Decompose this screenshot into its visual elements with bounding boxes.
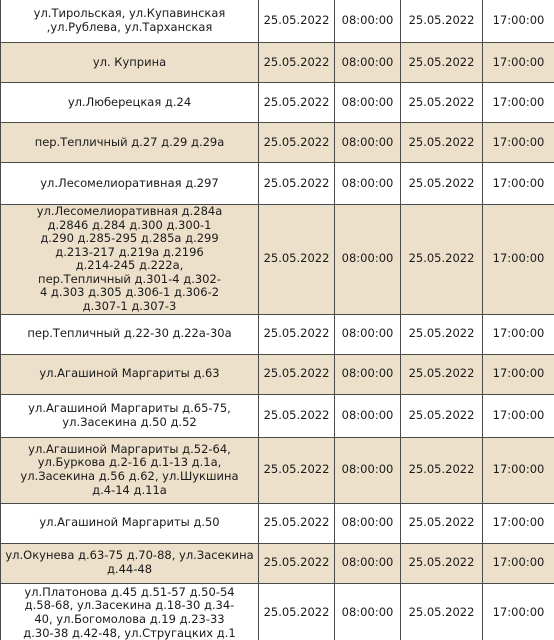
end-date-cell: 25.05.2022 <box>401 543 483 583</box>
start-date-cell: 25.05.2022 <box>259 314 335 354</box>
start-date-cell: 25.05.2022 <box>259 43 335 83</box>
address-cell <box>1 163 259 205</box>
start-date-cell: 25.05.2022 <box>259 503 335 543</box>
start-time-cell: 08:00:00 <box>335 123 401 163</box>
address-cell <box>1 314 259 354</box>
address-cell <box>1 543 259 583</box>
table-row <box>1 503 554 543</box>
start-date-cell: 25.05.2022 <box>259 205 335 315</box>
end-date-cell: 25.05.2022 <box>401 0 483 43</box>
start-time-cell: 08:00:00 <box>335 503 401 543</box>
start-time-cell: 08:00:00 <box>335 543 401 583</box>
table-row <box>1 543 554 583</box>
address-text: ул.Окунева д.63-75 д.70-88, ул.Засекина д.44-48 <box>5 548 254 576</box>
end-date-cell: 25.05.2022 <box>401 314 483 354</box>
address-cell <box>1 43 259 83</box>
start-time-cell: 08:00:00 <box>335 437 401 503</box>
table-row <box>1 583 554 640</box>
start-date-cell: 25.05.2022 <box>259 0 335 43</box>
start-date-cell: 25.05.2022 <box>259 394 335 437</box>
start-time-cell: 08:00:00 <box>335 83 401 123</box>
end-date-cell: 25.05.2022 <box>401 583 483 640</box>
address-cell <box>1 0 259 43</box>
end-date-cell: 25.05.2022 <box>401 83 483 123</box>
end-time-cell: 17:00:00 <box>483 314 554 354</box>
end-date-cell: 25.05.2022 <box>401 123 483 163</box>
table-row <box>1 83 554 123</box>
address-cell <box>1 394 259 437</box>
end-date-cell: 25.05.2022 <box>401 205 483 315</box>
address-cell <box>1 354 259 394</box>
table-row <box>1 123 554 163</box>
end-date-cell: 25.05.2022 <box>401 354 483 394</box>
start-time-cell: 08:00:00 <box>335 205 401 315</box>
end-date-cell: 25.05.2022 <box>401 437 483 503</box>
address-text: ул.Агашиной Маргариты д.63 <box>39 366 220 381</box>
address-text: пер.Тепличный д.27 д.29 д.29а <box>34 134 225 149</box>
start-time-cell: 08:00:00 <box>335 394 401 437</box>
start-date-cell: 25.05.2022 <box>259 543 335 583</box>
address-text: ул.Лесомелиоративная д.284а д.2846 д.284 д.300 д.300-1 д.290 д.285-295 д.285а д.299 д.213-217 д.219а д.2196 д.214-245 д.222а, пер.Тепличный д.301-4 д.302-4 д.303 д.305 д.306-1 д.306-2 д.307-1 д.307-3 <box>36 204 223 313</box>
table-row <box>1 0 554 43</box>
address-cell <box>1 503 259 543</box>
end-time-cell: 17:00:00 <box>483 163 554 205</box>
table-row <box>1 314 554 354</box>
start-date-cell: 25.05.2022 <box>259 123 335 163</box>
start-time-cell: 08:00:00 <box>335 314 401 354</box>
table-row <box>1 437 554 503</box>
end-date-cell: 25.05.2022 <box>401 503 483 543</box>
end-time-cell: 17:00:00 <box>483 354 554 394</box>
end-time-cell: 17:00:00 <box>483 394 554 437</box>
end-time-cell: 17:00:00 <box>483 437 554 503</box>
start-date-cell: 25.05.2022 <box>259 83 335 123</box>
start-date-cell: 25.05.2022 <box>259 437 335 503</box>
start-time-cell: 08:00:00 <box>335 0 401 43</box>
address-cell <box>1 123 259 163</box>
end-time-cell: 17:00:00 <box>483 83 554 123</box>
table-row <box>1 43 554 83</box>
start-time-cell: 08:00:00 <box>335 583 401 640</box>
start-time-cell: 08:00:00 <box>335 43 401 83</box>
start-time-cell: 08:00:00 <box>335 354 401 394</box>
address-text: пер.Тепличный д.22-30 д.22а-30а <box>27 326 232 341</box>
address-cell <box>1 437 259 503</box>
address-text: ул.Агашиной Маргариты д.65-75, ул.Засекина д.50 д.52 <box>28 400 231 429</box>
address-text: ул.Лесомелиоративная д.297 <box>40 175 219 190</box>
start-date-cell: 25.05.2022 <box>259 583 335 640</box>
address-cell <box>1 83 259 123</box>
address-text: ул. Куприна <box>92 54 167 69</box>
table-row <box>1 205 554 315</box>
address-text: ул.Люберецкая д.24 <box>67 94 192 109</box>
address-text: ул.Тирольская, ул.Купавинская ,ул.Рублева, ул.Тарханская <box>33 5 226 34</box>
address-cell <box>1 205 259 315</box>
address-text: ул.Платонова д.45 д.51-57 д.50-54 д.58-68, ул.Засекина д.18-30 д.34-40, ул.Богомолова д.19 д.23-33 д.30-38 д.42-48, ул.Стругацких д.1 <box>23 584 236 640</box>
end-date-cell: 25.05.2022 <box>401 43 483 83</box>
table-row <box>1 163 554 205</box>
end-time-cell: 17:00:00 <box>483 503 554 543</box>
end-time-cell: 17:00:00 <box>483 0 554 43</box>
end-date-cell: 25.05.2022 <box>401 163 483 205</box>
end-time-cell: 17:00:00 <box>483 43 554 83</box>
address-text: ул.Агашиной Маргариты д.50 <box>39 515 220 530</box>
end-time-cell: 17:00:00 <box>483 543 554 583</box>
start-time-cell: 08:00:00 <box>335 163 401 205</box>
start-date-cell: 25.05.2022 <box>259 163 335 205</box>
end-time-cell: 17:00:00 <box>483 123 554 163</box>
end-date-cell: 25.05.2022 <box>401 394 483 437</box>
table-row <box>1 394 554 437</box>
address-text: ул.Агашиной Маргариты д.52-64, ул.Буркова д.2-16 д.1-13 д.1а, ул.Засекина д.56 д.62, ул.Шукшина д.4-14 д.11а <box>20 441 239 497</box>
end-time-cell: 17:00:00 <box>483 583 554 640</box>
table-row <box>1 354 554 394</box>
address-cell <box>1 583 259 640</box>
schedule-table-body <box>1 0 554 640</box>
end-time-cell: 17:00:00 <box>483 205 554 315</box>
start-date-cell: 25.05.2022 <box>259 354 335 394</box>
